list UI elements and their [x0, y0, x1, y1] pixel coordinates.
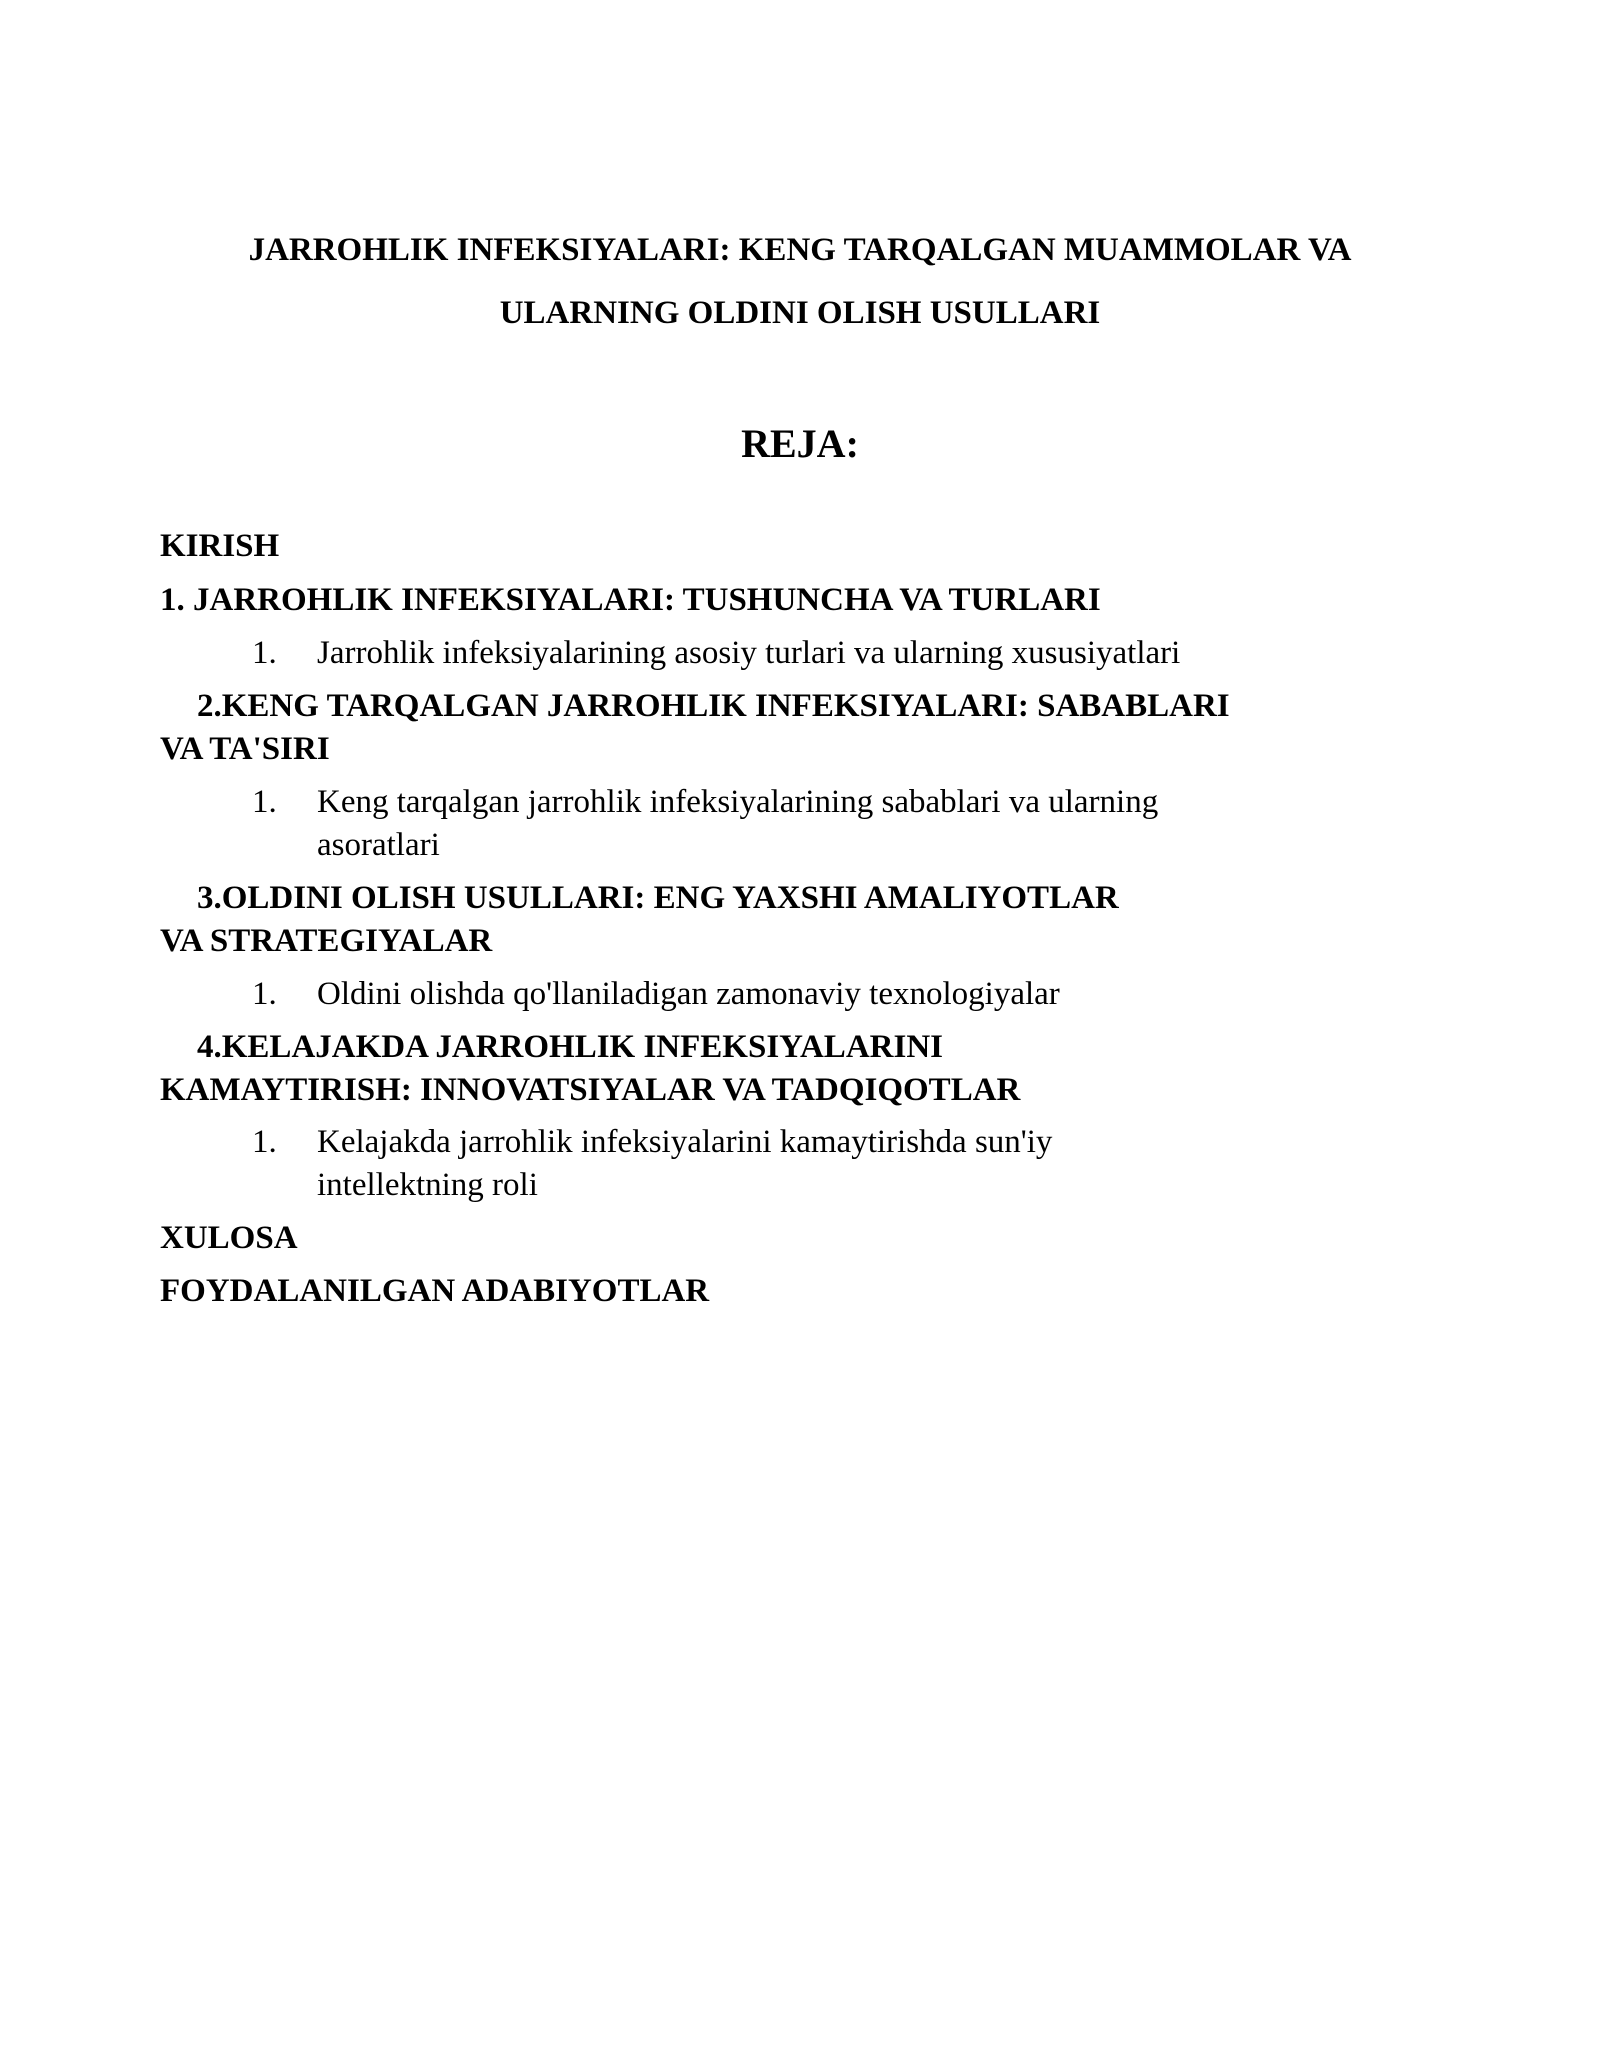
- plan-heading: REJA:: [741, 421, 859, 466]
- toc-conclusion: XULOSA: [160, 1220, 298, 1256]
- toc-section-4-sub-number: 1.: [252, 1124, 277, 1160]
- toc-section-2-sub-number: 1.: [252, 784, 277, 820]
- toc-section-4-sub-item-line-2: intellektning roli: [317, 1167, 538, 1203]
- toc-section-3-heading-line-2: VA STRATEGIYALAR: [160, 923, 493, 959]
- toc-section-2-heading-line-1: 2.KENG TARQALGAN JARROHLIK INFEKSIYALARI: SABABLARI: [197, 688, 1230, 724]
- toc-section-3-sub-number: 1.: [252, 976, 277, 1012]
- toc-section-2-sub-item-line-2: asoratlari: [317, 827, 440, 863]
- toc-section-1-sub-number: 1.: [252, 635, 277, 671]
- toc-section-4-heading-line-1: 4.KELAJAKDA JARROHLIK INFEKSIYALARINI: [197, 1029, 943, 1065]
- toc-references: FOYDALANILGAN ADABIYOTLAR: [160, 1273, 710, 1309]
- document-title-line-1: JARROHLIK INFEKSIYALARI: KENG TARQALGAN MUAMMOLAR VA: [248, 232, 1352, 268]
- toc-section-1-heading: 1. JARROHLIK INFEKSIYALARI: TUSHUNCHA VA TURLARI: [160, 582, 1101, 618]
- toc-section-1-sub-item: Jarrohlik infeksiyalarining asosiy turlari va ularning xususiyatlari: [317, 635, 1181, 671]
- toc-section-3-heading-line-1: 3.OLDINI OLISH USULLARI: ENG YAXSHI AMALIYOTLAR: [197, 880, 1119, 916]
- toc-section-2-heading-line-2: VA TA'SIRI: [160, 731, 330, 767]
- toc-section-4-sub-item-line-1: Kelajakda jarrohlik infeksiyalarini kamaytirishda sun'iy: [317, 1124, 1053, 1160]
- toc-section-2-sub-item-line-1: Keng tarqalgan jarrohlik infeksiyalarining sabablari va ularning: [317, 784, 1159, 820]
- toc-section-3-sub-item: Oldini olishda qo'llaniladigan zamonaviy texnologiyalar: [317, 976, 1060, 1012]
- document-title-line-2: ULARNING OLDINI OLISH USULLARI: [499, 295, 1101, 331]
- toc-section-4-heading-line-2: KAMAYTIRISH: INNOVATSIYALAR VA TADQIQOTLAR: [160, 1072, 1021, 1108]
- toc-intro: KIRISH: [160, 528, 280, 564]
